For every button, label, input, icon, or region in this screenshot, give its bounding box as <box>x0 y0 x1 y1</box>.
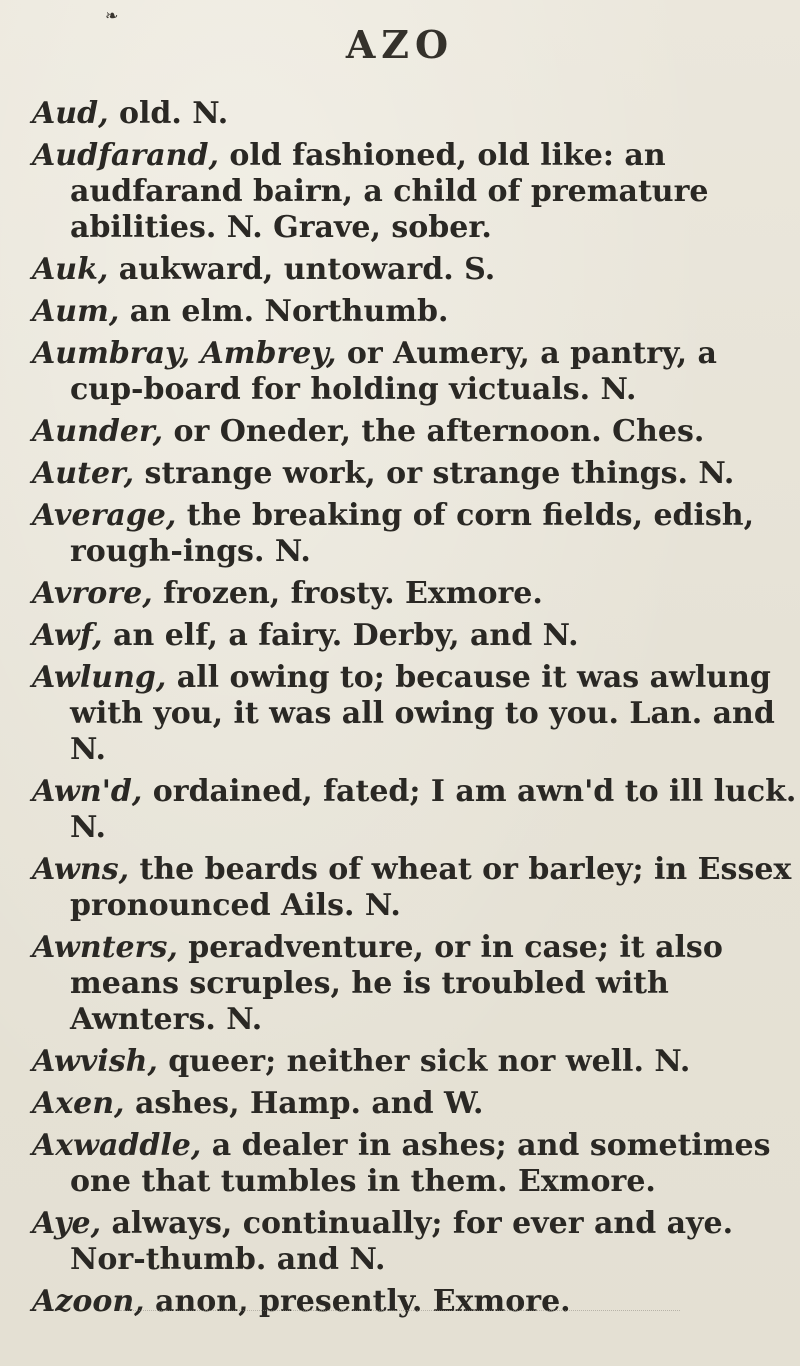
entry-definition: or Oneder, the afternoon. Ches. <box>163 414 705 449</box>
bleed-through-line <box>120 1310 680 1317</box>
entry-definition: an elm. Northumb. <box>119 294 449 329</box>
entry-definition: all owing to; because it was awlung with you, it was all owing to you. Lan. and N. <box>70 660 775 767</box>
entry-headword: Awn'd, <box>32 774 143 809</box>
entry-headword: Azoon, <box>32 1284 145 1319</box>
glossary-entry <box>32 252 797 288</box>
glossary-entry <box>32 1206 797 1278</box>
glossary-entry <box>32 414 797 450</box>
entry-definition: queer; neither sick nor well. N. <box>157 1044 691 1079</box>
glossary-entry <box>32 1086 797 1122</box>
glossary-entry <box>32 1044 797 1080</box>
entry-headword: Audfarand, <box>32 138 219 173</box>
entry-headword: Aum, <box>32 294 120 329</box>
entry-headword: Awf, <box>32 618 103 653</box>
glossary-entry <box>32 852 797 924</box>
glossary-entry <box>32 576 797 612</box>
glossary-entries <box>32 96 797 1326</box>
entry-headword: Awns, <box>32 852 130 887</box>
entry-definition: a dealer in ashes; and sometimes one that tumbles in them. Exmore. <box>70 1128 771 1199</box>
glossary-entry <box>32 96 797 132</box>
entry-definition: strange work, or strange things. N. <box>134 456 735 491</box>
entry-headword: Average, <box>32 498 177 533</box>
glossary-entry <box>32 774 797 846</box>
entry-headword: Aumbray, Ambrey, <box>32 336 337 371</box>
glossary-entry <box>32 1128 797 1200</box>
entry-definition: anon, presently. Exmore. <box>144 1284 571 1319</box>
glossary-entry <box>32 294 797 330</box>
entry-definition: the breaking of corn fields, edish, rough-ings. N. <box>70 498 755 569</box>
ornament-mark: ❧ <box>105 6 119 25</box>
glossary-entry <box>32 138 797 246</box>
entry-headword: Auter, <box>32 456 135 491</box>
entry-definition: old fashioned, old like: an audfarand bairn, a child of premature abilities. N. Grave, sober. <box>70 138 709 245</box>
entry-headword: Awvish, <box>32 1044 158 1079</box>
entry-definition: an elf, a fairy. Derby, and N. <box>102 618 579 653</box>
entry-headword: Avrore, <box>32 576 153 611</box>
entry-headword: Awnters, <box>32 930 178 965</box>
entry-definition: always, continually; for ever and aye. Nor-thumb. and N. <box>70 1206 734 1277</box>
running-head: AZO <box>345 22 455 67</box>
entry-headword: Axwaddle, <box>32 1128 202 1163</box>
entry-definition: ordained, fated; I am awn'd to ill luck. N. <box>70 774 797 845</box>
glossary-entry <box>32 660 797 768</box>
entry-headword: Aye, <box>32 1206 102 1241</box>
glossary-entry <box>32 618 797 654</box>
entry-definition: frozen, frosty. Exmore. <box>152 576 543 611</box>
glossary-entry <box>32 498 797 570</box>
entry-headword: Awlung, <box>32 660 167 695</box>
entry-headword: Aunder, <box>32 414 164 449</box>
entry-definition: or Aumery, a pantry, a cup-board for holding victuals. N. <box>70 336 717 407</box>
glossary-entry <box>32 456 797 492</box>
entry-definition: ashes, Hamp. and W. <box>124 1086 484 1121</box>
glossary-entry <box>32 930 797 1038</box>
entry-definition: the beards of wheat or barley; in Essex pronounced Ails. N. <box>70 852 792 923</box>
entry-headword: Axen, <box>32 1086 125 1121</box>
entry-headword: Aud, <box>32 96 109 131</box>
entry-definition: old. N. <box>108 96 229 131</box>
entry-definition: peradventure, or in case; it also means scruples, he is troubled with Awnters. N. <box>70 930 723 1037</box>
entry-headword: Auk, <box>32 252 109 287</box>
glossary-entry <box>32 336 797 408</box>
entry-definition: aukward, untoward. S. <box>108 252 496 287</box>
